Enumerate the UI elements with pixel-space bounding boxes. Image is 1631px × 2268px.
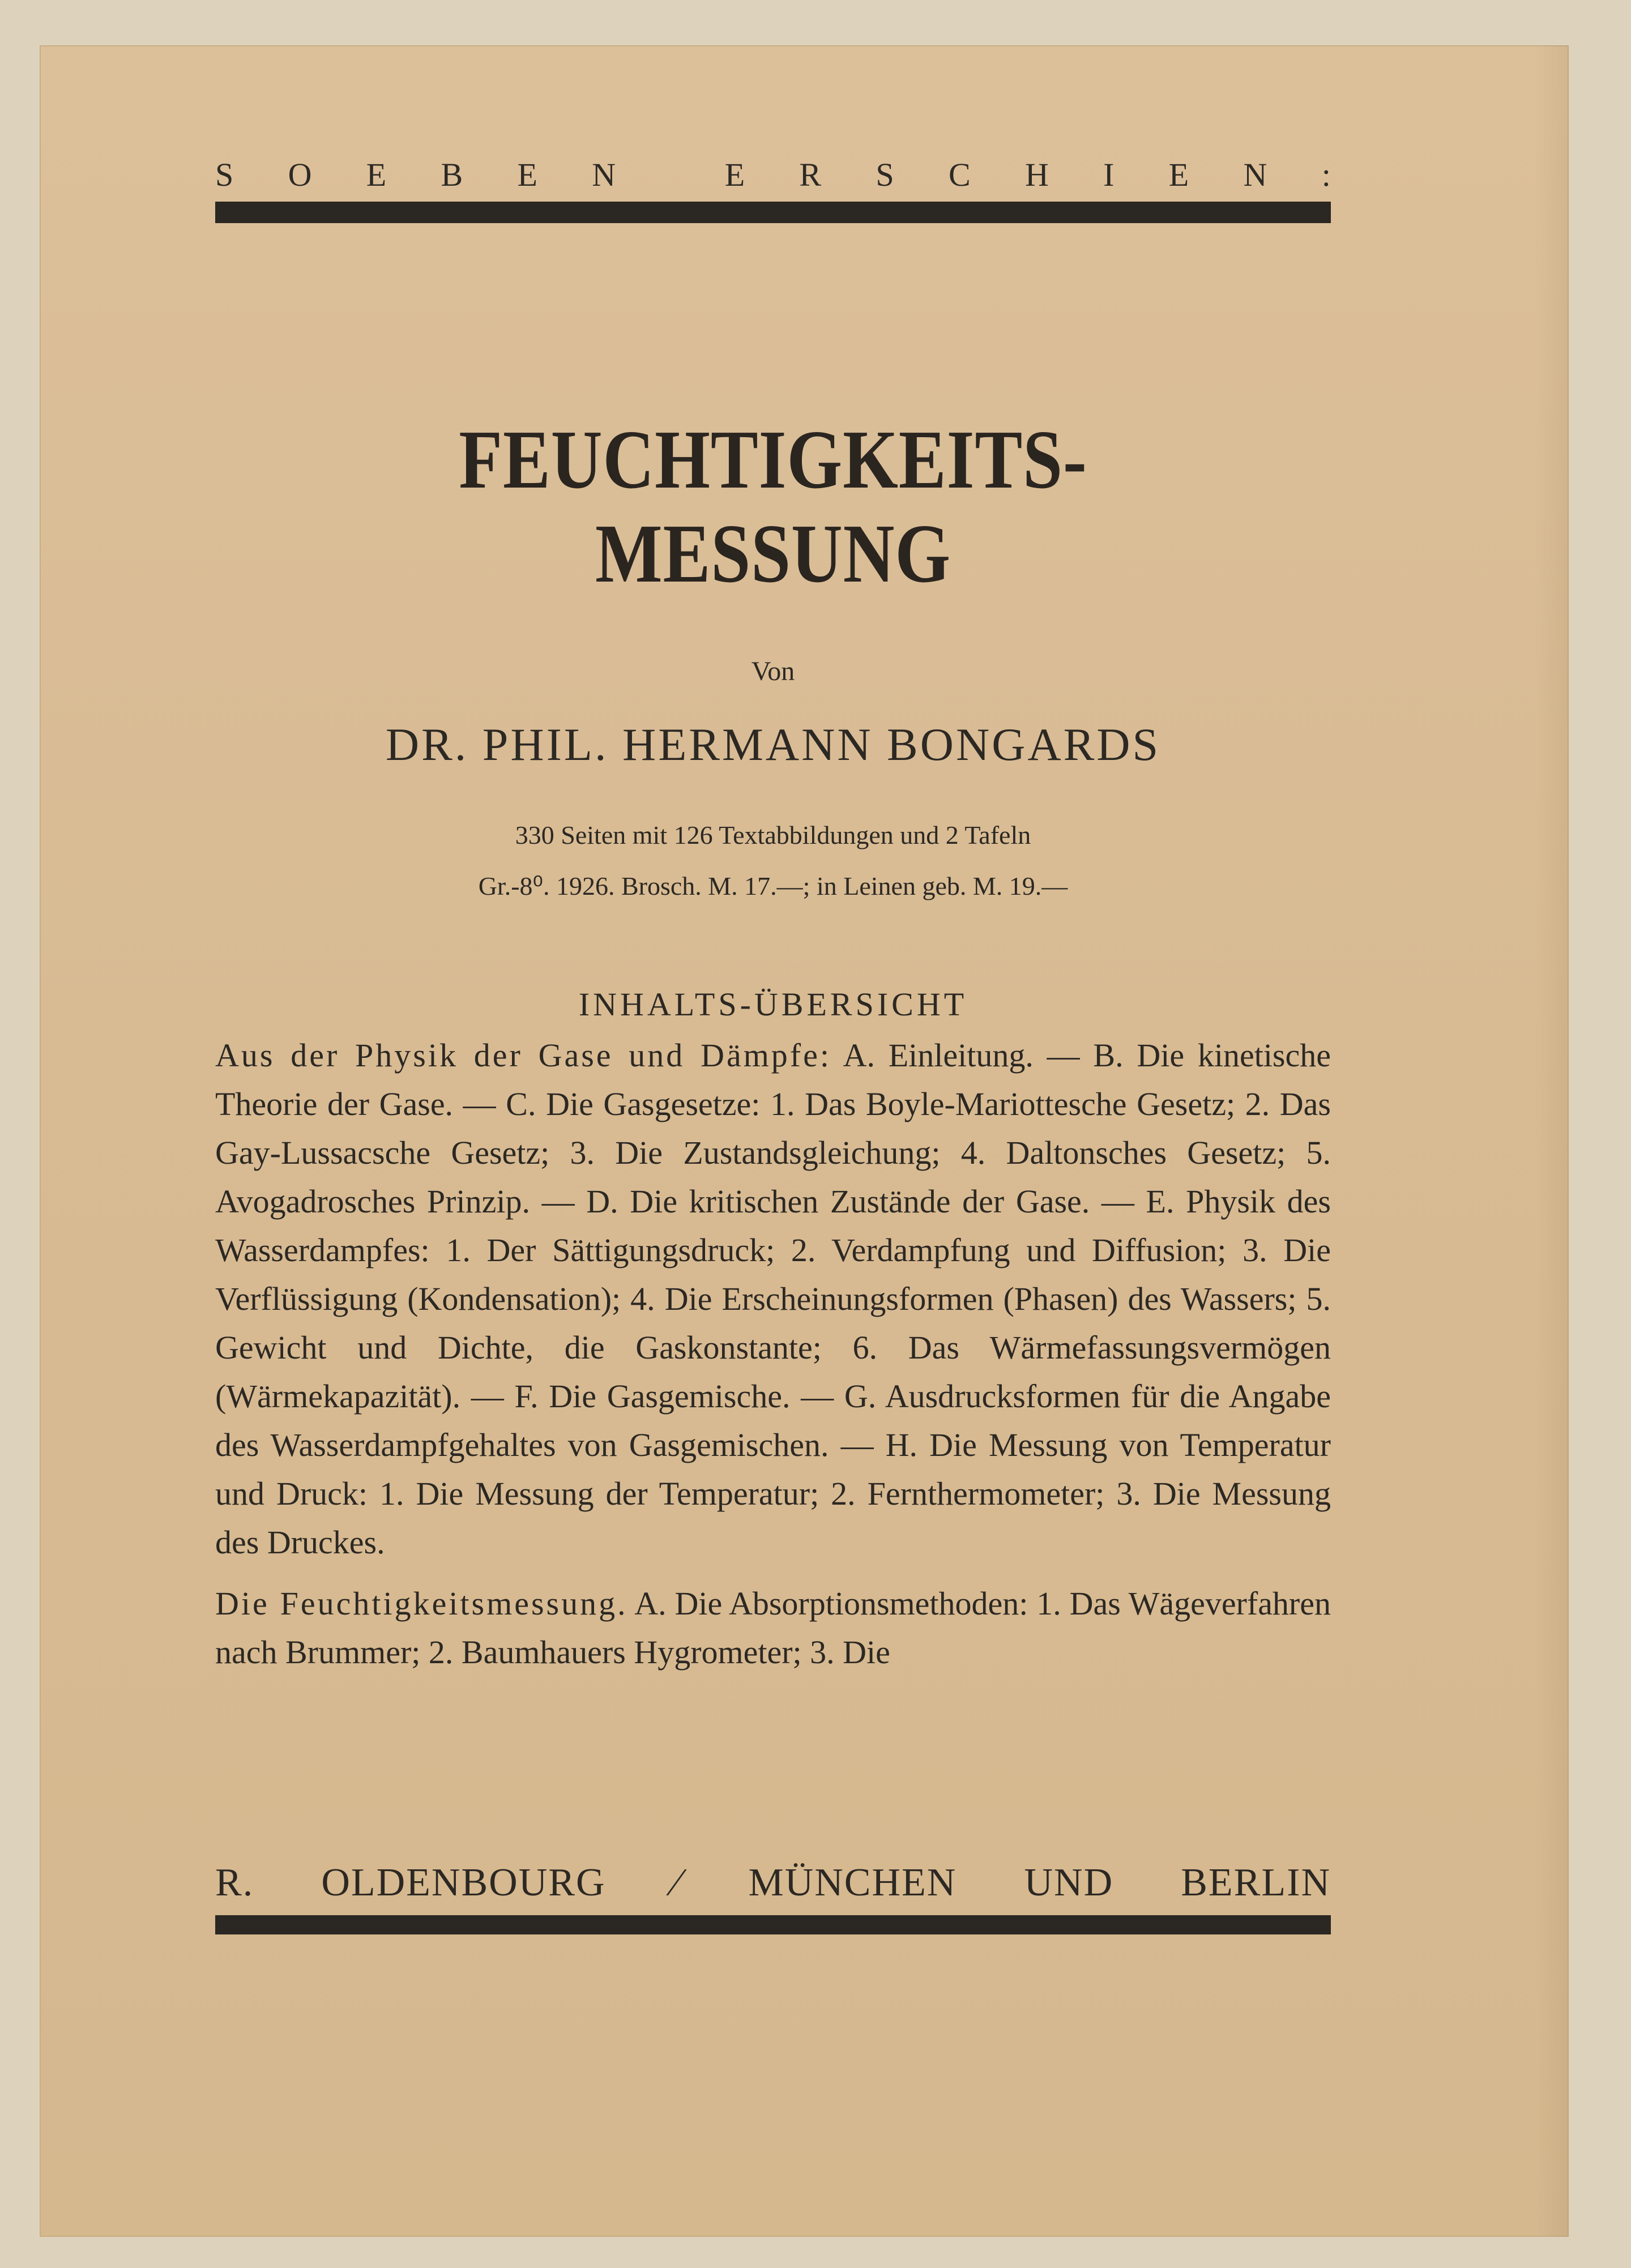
section-2-lead: Die Feuchtigkeitsmessung. (215, 1585, 628, 1622)
overview-heading: INHALTS-ÜBERSICHT (578, 986, 968, 1023)
announcement-letter: N (592, 156, 616, 193)
publisher-part: OLDENBOURG (321, 1861, 606, 1904)
book-title (215, 413, 1331, 601)
overview-paragraph-1 (215, 1031, 1331, 1567)
by-label: Von (751, 656, 795, 686)
title-line-2: MESSUNG (595, 507, 951, 600)
contents-overview (215, 985, 1331, 1689)
announcement-letter: B (441, 156, 463, 193)
title-line-1: FEUCHTIGKEITS- (459, 413, 1087, 506)
announcement-letter: N (1243, 156, 1267, 193)
top-rule (215, 202, 1331, 223)
announcement-letter: R (799, 156, 822, 193)
section-2-text: A. Die Absorptionsmethoden: 1. Das Wägeverfahren nach Brummer; 2. Baumhauers Hygrometer; 3. Die (215, 1585, 1331, 1671)
publisher-part: MÜNCHEN (748, 1861, 957, 1904)
overview-paragraph-2 (215, 1579, 1331, 1677)
price-line: Gr.-8⁰. 1926. Brosch. M. 17.—; in Leinen geb. M. 19.— (478, 872, 1068, 900)
section-1-lead: Aus der Physik der Gase und Dämpfe: (215, 1037, 831, 1074)
bottom-rule (215, 1915, 1331, 1934)
publisher-part: ∕ (673, 1861, 681, 1904)
section-1-text: A. Einleitung. — B. Die kinetische Theorie der Gase. — C. Die Gasgesetze: 1. Das Boyle-Mariottesche Gesetz; 2. Das Gay-Lussacsche Gesetz; 3. Die Zustandsgleichung; 4. Daltonsches Gesetz; 5. Avogadrosches Prinzip. — D. Die kritischen Zustände der Gase. — E. Physik des Wasserdampfes: 1. Der Sättigungsdruck; 2. Verdampfung und Diffusion; 3. Die Verflüssigung (Kondensation); 4. Die Erscheinungsformen (Phasen) des Wassers; 5. Gewicht und Dichte, die Gaskonstante; 6. Das Wärmefassungsvermögen (Wärmekapazität). — F. Die Gasgemische. — G. Ausdrucksformen für die Angabe des Wasserdampfgehaltes von Gasgemischen. — H. Die Messung von Temperatur und Druck: 1. Die Messung der Temperatur; 2. Fernthermometer; 3. Die Messung des Druckes. (215, 1037, 1331, 1561)
pages-line: 330 Seiten mit 126 Textabbildungen und 2 Tafeln (515, 821, 1031, 849)
book-meta (215, 810, 1331, 912)
announcement-letter: E (1168, 156, 1189, 193)
announcement-letter: C (948, 156, 971, 193)
announcement-letter: S (215, 156, 234, 193)
announcement-letter: I (1103, 156, 1115, 193)
announcement-letter: : (1321, 156, 1331, 193)
announcement-letter: H (1024, 156, 1049, 193)
publisher-name (215, 1863, 1331, 1903)
paper-edge-shadow (1535, 45, 1569, 2237)
announcement-letter: S (876, 156, 894, 193)
announcement-letter: E (724, 156, 745, 193)
announcement-text (215, 156, 1331, 193)
announcement-letter: E (366, 156, 387, 193)
announcement-banner (215, 156, 1331, 223)
announcement-letter: O (288, 156, 312, 193)
author-name: DR. PHIL. HERMANN BONGARDS (385, 719, 1161, 770)
announcement-letter: E (517, 156, 537, 193)
publisher-part: BERLIN (1181, 1861, 1331, 1904)
publisher-part: R. (215, 1861, 254, 1904)
publisher-footer (215, 1863, 1331, 1934)
publisher-part: UND (1024, 1861, 1114, 1904)
